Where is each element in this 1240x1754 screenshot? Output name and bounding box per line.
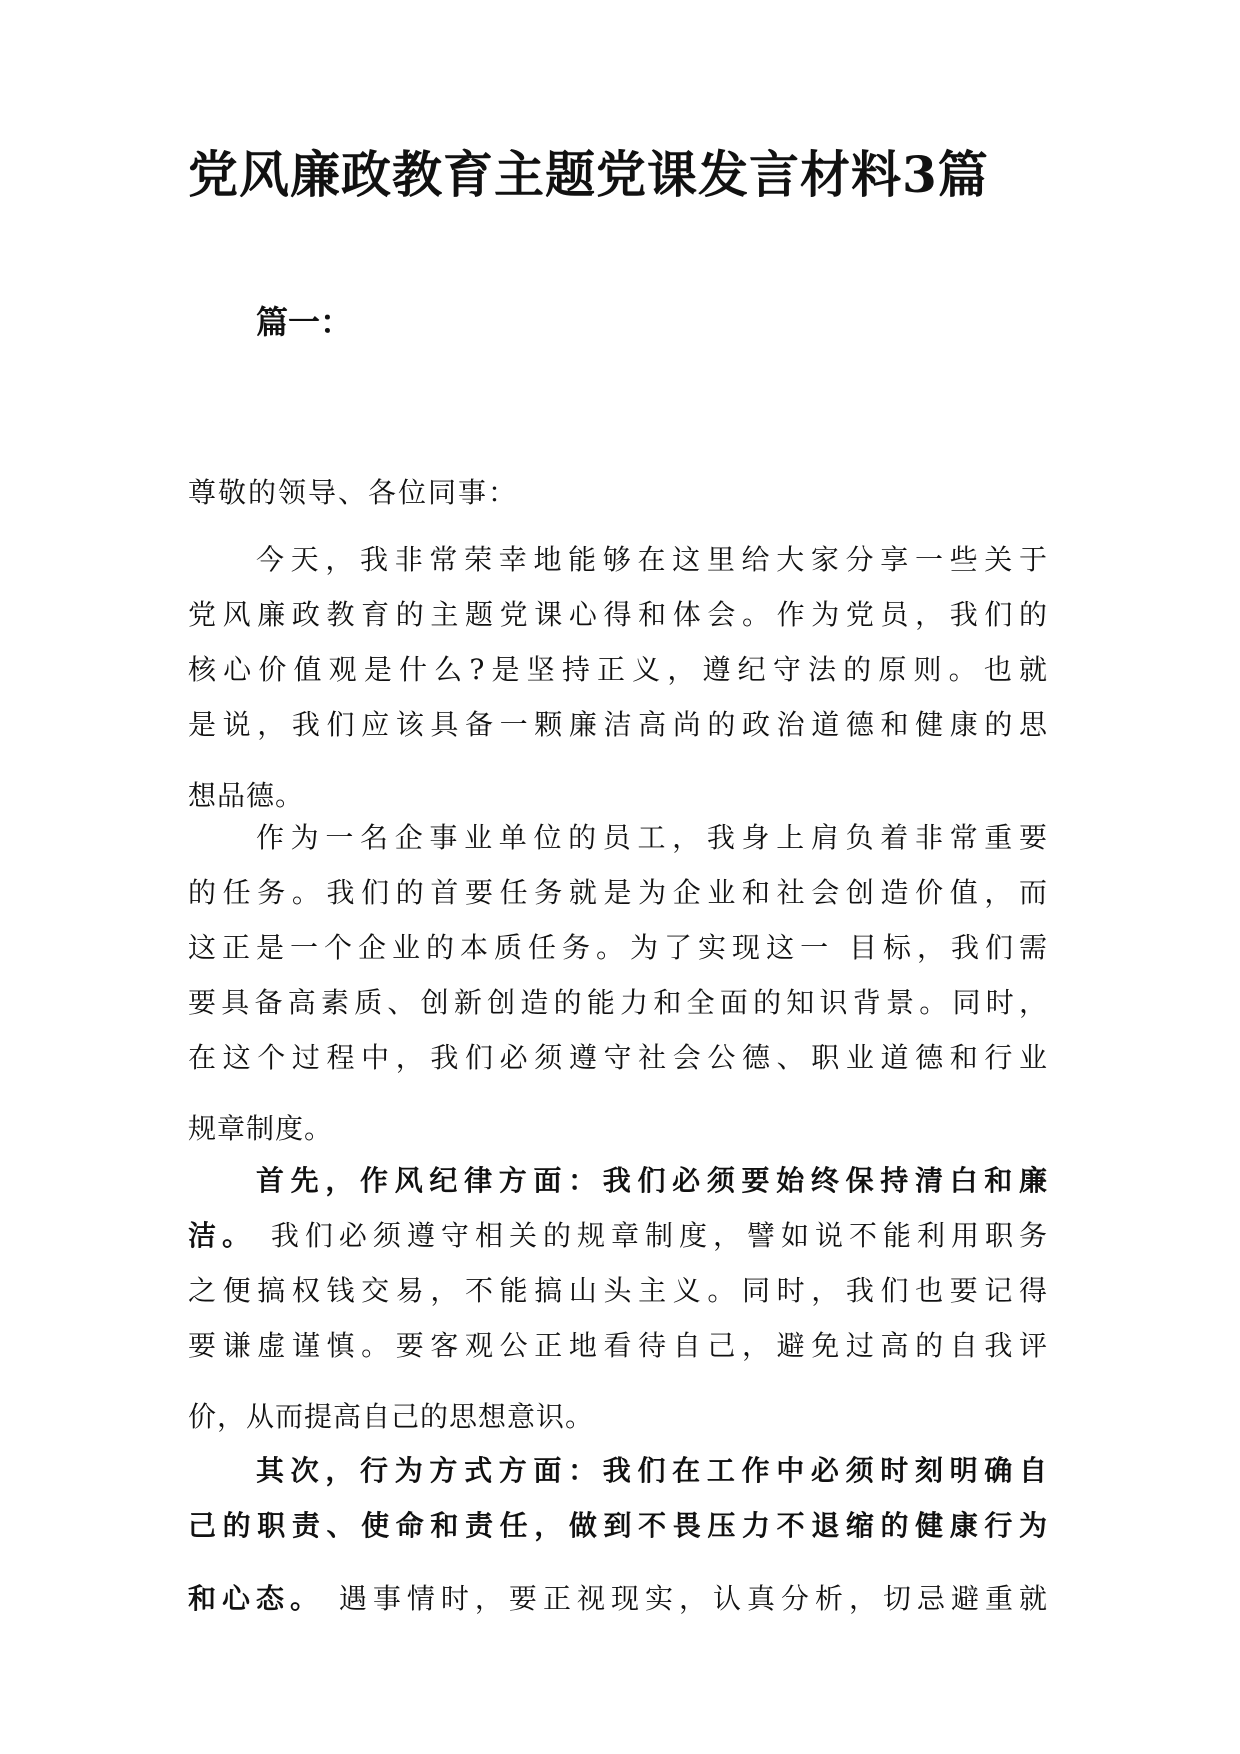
paragraph-2 bbox=[188, 810, 1048, 1156]
paragraph-line: 是说，我们应该具备一颗廉洁高尚的政治道德和健康的思 bbox=[188, 708, 1048, 741]
paragraph-4 bbox=[188, 1443, 1048, 1626]
paragraph-line: 要谦虚谨慎。要客观公正地看待自己，避免过高的自我评 bbox=[188, 1329, 1048, 1362]
bold-lead-text: 洁。 bbox=[188, 1219, 257, 1252]
paragraph-line: 作为一名企事业单位的员工，我身上肩负着非常重要 bbox=[256, 821, 1048, 854]
paragraph-line: 在这个过程中，我们必须遵守社会公德、职业道德和行业 bbox=[188, 1041, 1048, 1074]
section-heading: 篇一： bbox=[256, 303, 353, 341]
document-title: 党风廉政教育主题党课发言材料3篇 bbox=[188, 145, 989, 204]
paragraph-line: 之便搞权钱交易，不能搞山头主义。同时，我们也要记得 bbox=[188, 1274, 1048, 1307]
paragraph-line: 的任务。我们的首要任务就是为企业和社会创造价值，而 bbox=[188, 876, 1048, 909]
bold-lead-text: 和心态。 bbox=[188, 1582, 325, 1615]
paragraph-line: 价，从而提高自己的思想意识。 bbox=[188, 1400, 595, 1433]
paragraph-line-mixed bbox=[188, 1208, 1048, 1263]
paragraph-line: 核心价值观是什么?是坚持正义，遵纪守法的原则。也就 bbox=[188, 653, 1048, 686]
paragraph-1 bbox=[188, 532, 1048, 823]
paragraph-line-bold bbox=[188, 1153, 1048, 1208]
bold-lead-text: 己的职责、使命和责任，做到不畏压力不退缩的健康行为 bbox=[188, 1509, 1048, 1542]
bold-lead-text: 其次，行为方式方面：我们在工作中必须时刻明确自 bbox=[256, 1454, 1048, 1487]
paragraph-line-bold bbox=[188, 1443, 1048, 1498]
paragraph-line: 想品德。 bbox=[188, 779, 305, 812]
paragraph-line: 这正是一个企业的本质任务。为了实现这一 目标，我们需 bbox=[188, 931, 1048, 964]
bold-lead-text: 首先，作风纪律方面：我们必须要始终保持清白和廉 bbox=[256, 1164, 1048, 1197]
paragraph-line-bold bbox=[188, 1498, 1048, 1553]
paragraph-line: 今天，我非常荣幸地能够在这里给大家分享一些关于 bbox=[256, 543, 1048, 576]
paragraph-line-mixed bbox=[188, 1571, 1048, 1626]
body-text: 我们必须遵守相关的规章制度，譬如说不能利用职务 bbox=[256, 1219, 1048, 1252]
paragraph-line: 要具备高素质、创新创造的能力和全面的知识背景。同时， bbox=[188, 986, 1048, 1019]
salutation: 尊敬的领导、各位同事： bbox=[188, 476, 519, 509]
paragraph-line: 规章制度。 bbox=[188, 1112, 334, 1145]
body-text: 遇事情时，要正视现实，认真分析，切忌避重就 bbox=[324, 1582, 1048, 1615]
paragraph-3 bbox=[188, 1153, 1048, 1444]
paragraph-line: 党风廉政教育的主题党课心得和体会。作为党员，我们的 bbox=[188, 598, 1048, 631]
